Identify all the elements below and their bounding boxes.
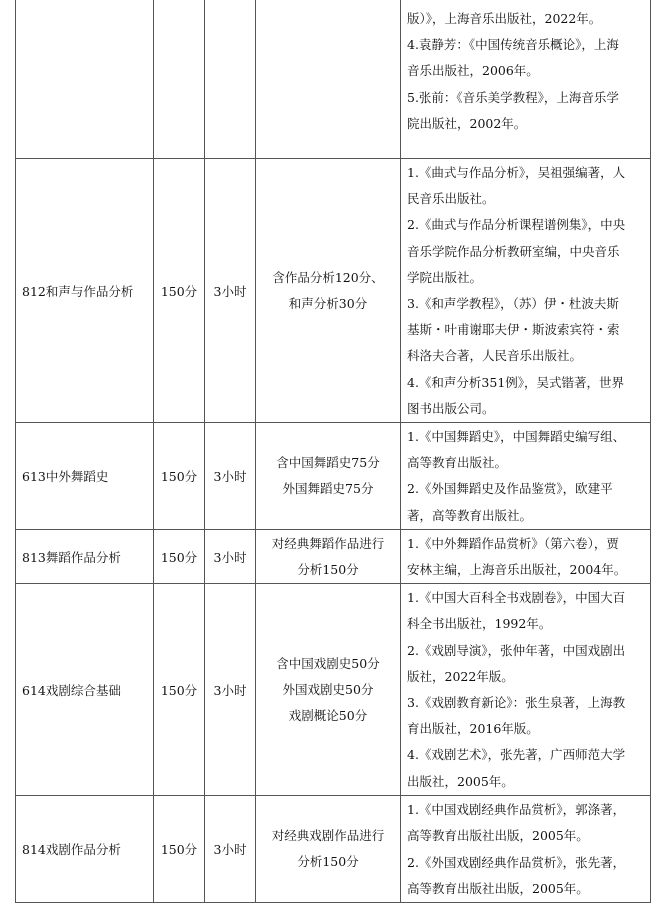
reference-line: 1.《中外舞蹈作品赏析》（第六卷），贾 — [407, 535, 619, 551]
score-cell: 150分 — [154, 423, 205, 530]
references-cell — [401, 159, 651, 423]
reference-line: 版）》，上海音乐出版社，2022年。 — [407, 11, 602, 26]
exam-subjects-table — [15, 0, 651, 903]
subject-cell: 814戏剧作品分析 — [16, 796, 154, 903]
reference-line: 学院出版社。 — [407, 269, 483, 285]
reference-line: 科全书出版社，1992年。 — [407, 616, 552, 632]
reference-line: 1.《中国大百科全书戏剧卷》，中国大百 — [407, 590, 626, 606]
content-line: 对经典舞蹈作品进行 — [271, 535, 385, 551]
reference-line: 1.《曲式与作品分析》，吴祖强编著，人 — [407, 165, 626, 180]
score-cell: 150分 — [154, 159, 205, 423]
references-cell — [401, 796, 651, 903]
table-row — [16, 529, 651, 583]
reference-line: 3.《和声学教程》，（苏）伊・杜波夫斯 — [407, 296, 619, 312]
reference-line: 2.《外国舞蹈史及作品鉴赏》，欧建平 — [407, 481, 613, 497]
table-row — [16, 159, 651, 423]
reference-line: 2.《曲式与作品分析课程谱例集》，中央 — [407, 217, 626, 233]
content-cell — [256, 796, 401, 903]
reference-line: 2.《戏剧导演》，张仲年著，中国戏剧出 — [407, 642, 626, 658]
reference-line: 科洛夫合著，人民音乐出版社。 — [407, 348, 583, 364]
content-cell — [256, 0, 401, 159]
references-cell — [401, 529, 651, 583]
subject-cell: 614戏剧综合基础 — [16, 584, 154, 796]
reference-line: 2.《外国戏剧经典作品赏析》，张先著， — [407, 854, 626, 870]
score-cell: 150分 — [154, 796, 205, 903]
content-cell — [256, 159, 401, 423]
score-cell — [154, 0, 205, 159]
content-line: 含中国舞蹈史75分 — [276, 454, 380, 470]
content-line: 分析150分 — [297, 561, 359, 577]
reference-line: 院出版社，2002年。 — [407, 115, 527, 131]
table-row — [16, 796, 651, 903]
content-line: 分析150分 — [297, 854, 359, 870]
content-line: 外国舞蹈史75分 — [282, 480, 374, 496]
reference-line: 3.《戏剧教育新论》：张生泉著，上海教 — [407, 695, 626, 711]
time-cell: 3小时 — [205, 159, 256, 423]
references-cell — [401, 423, 651, 530]
reference-line: 音乐学院作品分析教研室编，中央音乐 — [407, 243, 620, 259]
reference-line: 4.《戏剧艺术》，张先著，广西师范大学 — [407, 747, 626, 763]
subject-cell: 813舞蹈作品分析 — [16, 529, 154, 583]
content-line: 含中国戏剧史50分 — [276, 655, 380, 671]
references-cell — [401, 584, 651, 796]
reference-line: 图书出版公司。 — [407, 400, 495, 416]
reference-line: 音乐出版社，2006年。 — [407, 63, 539, 79]
reference-line: 1.《中国戏剧经典作品赏析》，郭涤著， — [407, 802, 626, 818]
content-line: 和声分析30分 — [288, 295, 368, 311]
content-line: 含作品分析120分、 — [272, 269, 384, 285]
time-cell — [205, 0, 256, 159]
reference-line: 高等教育出版社出版，2005年。 — [407, 828, 589, 844]
time-cell: 3小时 — [205, 584, 256, 796]
reference-line: 1.《中国舞蹈史》，中国舞蹈史编写组、 — [407, 429, 626, 445]
time-cell: 3小时 — [205, 529, 256, 583]
reference-line: 出版社，2005年。 — [407, 773, 514, 789]
table-row — [16, 423, 651, 530]
reference-line: 高等教育出版社出版，2005年。 — [407, 880, 589, 896]
reference-line: 著，高等教育出版社。 — [407, 507, 533, 523]
subject-cell — [16, 0, 154, 159]
content-line: 戏剧概论50分 — [288, 707, 368, 723]
reference-line: 版社，2022年版。 — [407, 668, 514, 684]
reference-line: 4.《和声分析351例》，吴式锴著，世界 — [407, 374, 625, 390]
reference-line: 育出版社，2016年版。 — [407, 721, 539, 737]
table-row — [16, 0, 651, 159]
content-cell — [256, 584, 401, 796]
content-cell — [256, 529, 401, 583]
reference-line: 安林主编，上海音乐出版社，2004年。 — [407, 562, 627, 578]
reference-line: 5.张前：《音乐美学教程》，上海音乐学 — [407, 89, 619, 105]
subject-cell: 812和声与作品分析 — [16, 159, 154, 423]
content-line: 对经典戏剧作品进行 — [271, 828, 385, 844]
score-cell: 150分 — [154, 584, 205, 796]
table-row — [16, 584, 651, 796]
reference-line: 高等教育出版社。 — [407, 455, 508, 471]
time-cell: 3小时 — [205, 796, 256, 903]
references-cell — [401, 0, 651, 159]
content-line: 外国戏剧史50分 — [282, 681, 374, 697]
reference-line: 4.袁静芳：《中国传统音乐概论》，上海 — [407, 37, 619, 53]
reference-line: 基斯・叶甫谢耶夫伊・斯波索宾符・索 — [407, 322, 620, 338]
time-cell: 3小时 — [205, 423, 256, 530]
content-cell — [256, 423, 401, 530]
score-cell: 150分 — [154, 529, 205, 583]
subject-cell: 613中外舞蹈史 — [16, 423, 154, 530]
reference-line: 民音乐出版社。 — [407, 191, 495, 207]
